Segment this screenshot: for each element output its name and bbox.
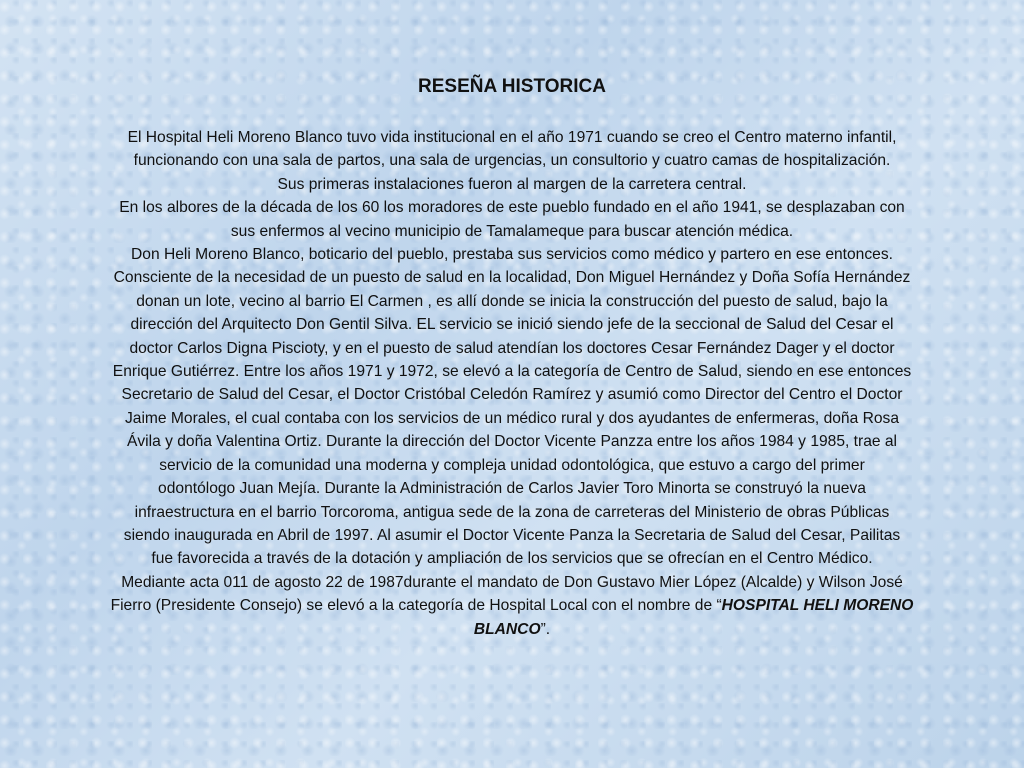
text-line-suffix: ”. — [540, 620, 551, 638]
text-line: infraestructura en el barrio Torcoroma, antigua sede de la zona de carreteras del Ministerio de obras Públicas — [134, 503, 890, 521]
text-line-prefix: Fierro (Presidente Consejo) se elevó a la categoría de Hospital Local con el nombre de “ — [110, 597, 722, 615]
text-line: doctor Carlos Digna Piscioty, y en el puesto de salud atendían los doctores Cesar Fernández Dager y el doctor — [129, 339, 895, 357]
text-line: Ávila y doña Valentina Ortiz. Durante la dirección del Doctor Vicente Panzza entre los años 1984 y 1985, trae al — [126, 433, 898, 451]
text-line: Jaime Morales, el cual contaba con los servicios de un médico rural y dos ayudantes de enfermeras, doña Rosa — [124, 409, 900, 427]
text-line: siendo inaugurada en Abril de 1997. Al asumir el Doctor Vicente Panza la Secretaria de Salud del Cesar, Pailitas — [123, 526, 901, 544]
text-line: dirección del Arquitecto Don Gentil Silva. EL servicio se inició siendo jefe de la seccional de Salud del Cesar el — [130, 316, 894, 334]
text-line — [40, 594, 984, 617]
text-line: sus enfermos al vecino municipio de Tamalameque para buscar atención médica. — [230, 222, 794, 240]
text-line: Enrique Gutiérrez. Entre los años 1971 y 1972, se elevó a la categoría de Centro de Salud, siendo en ese entonces — [112, 363, 912, 381]
text-line: En los albores de la década de los 60 los moradores de este pueblo fundado en el año 1941, se desplazaban con — [119, 199, 905, 217]
text-line: Sus primeras instalaciones fueron al margen de la carretera central. — [277, 175, 747, 193]
text-line: odontólogo Juan Mejía. Durante la Administración de Carlos Javier Toro Minorta se construyó la nueva — [158, 480, 866, 498]
slide-title: RESEÑA HISTORICA — [418, 76, 606, 97]
text-line: fue favorecida a través de la dotación y ampliación de los servicios que se ofrecían en el Centro Médico. — [151, 550, 873, 568]
text-line: Secretario de Salud del Cesar, el Doctor Cristóbal Celedón Ramírez y asumió como Director del Centro el Doctor — [121, 386, 903, 404]
text-line: Consciente de la necesidad de un puesto de salud en la localidad, Don Miguel Hernández y Doña Sofía Hernández — [113, 269, 911, 287]
hospital-name-highlight: HOSPITAL HELI MORENO — [721, 597, 914, 615]
text-line: funcionando con una sala de partos, una sala de urgencias, un consultorio y cuatro camas de hospitalización. — [133, 152, 891, 170]
text-line: Mediante acta 011 de agosto 22 de 1987durante el mandato de Don Gustavo Mier López (Alcalde) y Wilson José — [121, 573, 903, 591]
text-line: Don Heli Moreno Blanco, boticario del pueblo, prestaba sus servicios como médico y partero en ese entonces. — [131, 246, 893, 264]
text-line — [40, 618, 984, 641]
text-line: donan un lote, vecino al barrio El Carmen , es allí donde se inicia la construcción del puesto de salud, bajo la — [136, 292, 888, 310]
text-line: servicio de la comunidad una moderna y compleja unidad odontológica, que estuvo a cargo del primer — [159, 456, 865, 474]
text-line: El Hospital Heli Moreno Blanco tuvo vida institucional en el año 1971 cuando se creo el Centro materno infantil, — [127, 129, 897, 146]
hospital-name-highlight-end: BLANCO — [473, 620, 541, 638]
history-paragraph — [40, 126, 984, 641]
